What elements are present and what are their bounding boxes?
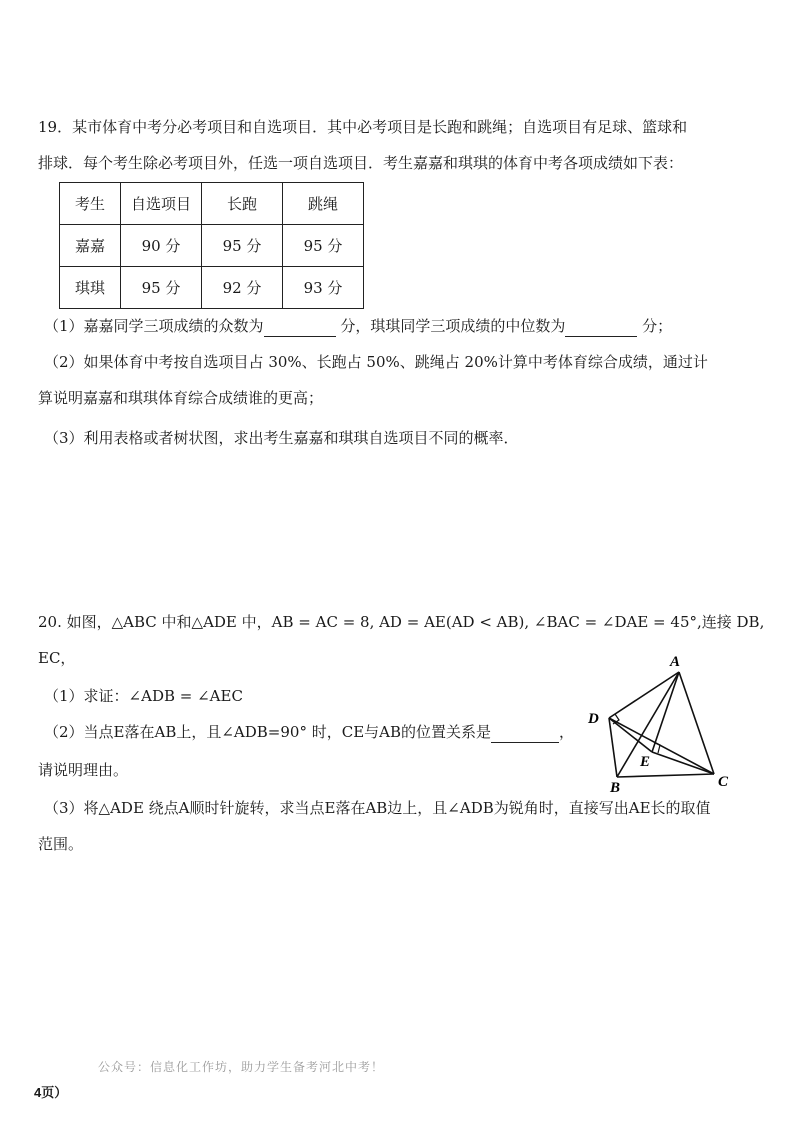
label-b: B bbox=[610, 780, 621, 796]
label-d: D bbox=[588, 711, 599, 727]
q20-intro-line2: EC， bbox=[38, 649, 76, 667]
answer-blank-mode[interactable] bbox=[264, 316, 336, 337]
table-cell: 95 分 bbox=[202, 225, 283, 267]
geometry-figure bbox=[584, 652, 764, 802]
q20-part2-line2: 请说明理由。 bbox=[38, 761, 129, 779]
table-cell: 95 分 bbox=[121, 267, 202, 309]
label-c: C bbox=[718, 774, 729, 790]
q19-part3: （3）利用表格或者树状图，求出考生嘉嘉和琪琪自选项目不同的概率． bbox=[44, 429, 519, 447]
right-angle-mark-e bbox=[655, 743, 660, 753]
q19-intro-line2: 排球．每个考生除必考项目外，任选一项自选项目．考生嘉嘉和琪琪的体育中考各项成绩如下表： bbox=[38, 154, 684, 172]
q19-part1 bbox=[44, 316, 672, 337]
q19-part2-line1: （2）如果体育中考按自选项目占 30%、长跑占 50%、跳绳占 20%计算中考体育综合成绩，通过计 bbox=[44, 353, 708, 371]
segment-ec bbox=[652, 752, 714, 774]
segment-db bbox=[609, 718, 617, 777]
table-header-row bbox=[60, 183, 364, 225]
page-number: 4页） bbox=[34, 1085, 68, 1100]
table-row bbox=[60, 225, 364, 267]
answer-blank-median[interactable] bbox=[565, 316, 637, 337]
q20-part3-line1: （3）将△ADE 绕点A顺时针旋转，求当点E落在AB边上，且∠ADB为锐角时，直接写出AE长的取值 bbox=[44, 799, 711, 817]
q20-part2-text-b: ， bbox=[559, 723, 575, 741]
label-e: E bbox=[640, 754, 651, 770]
table-header-cell: 跳绳 bbox=[283, 183, 364, 225]
table-cell: 93 分 bbox=[283, 267, 364, 309]
segment-de bbox=[609, 718, 652, 752]
table-cell: 95 分 bbox=[283, 225, 364, 267]
q19-part1-text-b: 分，琪琪同学三项成绩的中位数为 bbox=[340, 317, 566, 335]
score-table bbox=[59, 182, 364, 309]
q19-part1-text-a: （1）嘉嘉同学三项成绩的众数为 bbox=[44, 317, 264, 335]
q20-part2-text-a: （2）当点E落在AB上，且∠ADB=90° 时，CE与AB的位置关系是 bbox=[44, 723, 492, 741]
q20-part3-line2: 范围。 bbox=[38, 835, 84, 853]
table-cell: 92 分 bbox=[202, 267, 283, 309]
table-header-cell: 自选项目 bbox=[121, 183, 202, 225]
table-header-cell: 长跑 bbox=[202, 183, 283, 225]
q20-intro-line1: 20. 如图，△ABC 中和△ADE 中，AB = AC = 8, AD = AE(AD < AB), ∠BAC = ∠DAE = 45°,连接 DB, bbox=[38, 613, 765, 631]
q19-part2-line2: 算说明嘉嘉和琪琪体育综合成绩谁的更高； bbox=[38, 389, 324, 407]
segment-ad bbox=[609, 672, 679, 718]
q19-intro-line1: 19．某市体育中考分必考项目和自选项目．其中必考项目是长跑和跳绳；自选项目有足球、篮球和 bbox=[38, 118, 688, 136]
table-header-cell: 考生 bbox=[60, 183, 121, 225]
q19-part1-text-c: 分； bbox=[642, 317, 673, 335]
table-cell: 琪琪 bbox=[60, 267, 121, 309]
table-cell: 嘉嘉 bbox=[60, 225, 121, 267]
table-row bbox=[60, 267, 364, 309]
segment-bc bbox=[617, 774, 714, 777]
footer-watermark: 公众号：信息化工作坊，助力学生备考河北中考！ bbox=[98, 1060, 385, 1074]
q20-part1: （1）求证：∠ADB = ∠AEC bbox=[44, 687, 243, 705]
answer-blank-relation[interactable] bbox=[491, 722, 559, 743]
table-cell: 90 分 bbox=[121, 225, 202, 267]
q20-part2 bbox=[44, 722, 574, 743]
label-a: A bbox=[670, 654, 681, 670]
